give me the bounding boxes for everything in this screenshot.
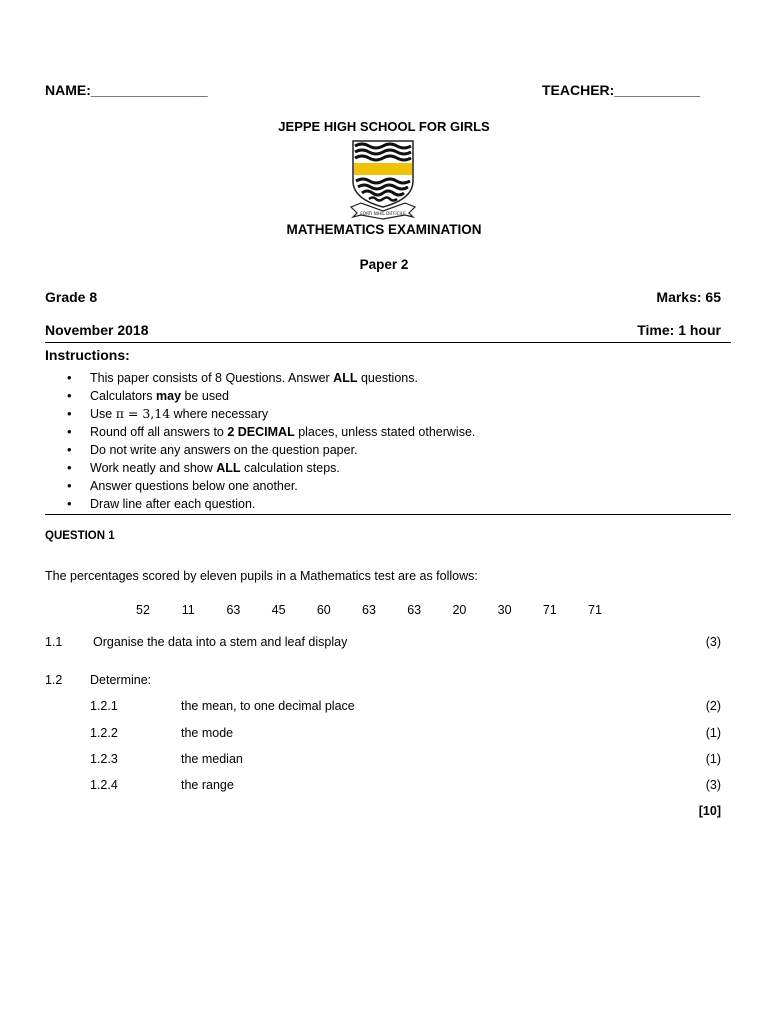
sub-question-number: 1.2.2: [90, 726, 118, 740]
data-value: 71: [542, 603, 557, 617]
instruction-text: Use: [90, 407, 116, 421]
school-crest: [347, 137, 419, 221]
exam-title: MATHEMATICS EXAMINATION: [286, 222, 482, 237]
instruction-math: π = 3,14: [115, 406, 171, 421]
question-1-heading: QUESTION 1: [45, 530, 115, 542]
instruction-emphasis: may: [156, 389, 182, 403]
sub-question-text: the mode: [181, 726, 234, 740]
instruction-item: [45, 387, 475, 405]
q1-1-text: Organise the data into a stem and leaf display: [93, 635, 348, 649]
sub-question-number: 1.2.3: [90, 752, 118, 766]
name-field: NAME:_______________: [45, 82, 208, 98]
school-name: JEPPE HIGH SCHOOL FOR GIRLS: [278, 119, 490, 134]
instructions-title: Instructions:: [45, 347, 130, 363]
instruction-text: be used: [181, 389, 229, 403]
question-1-intro: The percentages scored by eleven pupils in a Mathematics test are as follows:: [45, 569, 478, 583]
instruction-text: Do not write any answers on the question paper.: [90, 443, 358, 457]
instruction-item: [45, 477, 475, 495]
instruction-text: Calculators: [90, 389, 156, 403]
sub-question-text: the median: [181, 752, 243, 766]
instruction-text: places, unless stated otherwise.: [294, 425, 476, 439]
instruction-item: [45, 369, 475, 387]
marks-label: Marks: 65: [656, 289, 721, 305]
crest-shield: [353, 141, 413, 207]
data-value: 20: [452, 603, 467, 617]
sub-question-marks: (1): [705, 726, 721, 740]
sub-question-number: 1.2.4: [90, 778, 118, 792]
q1-2-text: Determine:: [90, 673, 152, 687]
data-value: 52: [136, 603, 150, 617]
data-value: 63: [362, 603, 376, 617]
instruction-text: Round off all answers to: [90, 425, 228, 439]
sub-question-marks: (3): [705, 778, 721, 792]
question-1-total: [10]: [698, 804, 721, 818]
instruction-text: Draw line after each question.: [90, 497, 256, 511]
instruction-text: This paper consists of 8 Questions. Answer: [90, 371, 334, 385]
sub-question-number: 1.2.1: [90, 699, 118, 713]
instruction-text: questions.: [357, 371, 418, 385]
paper-number: Paper 2: [359, 257, 409, 272]
teacher-field: TEACHER:___________: [542, 82, 700, 98]
instruction-item: [45, 495, 475, 513]
instruction-emphasis: ALL: [333, 371, 358, 385]
instruction-emphasis: 2 DECIMAL: [227, 425, 295, 439]
grade-label: Grade 8: [45, 289, 98, 305]
instruction-text: Work neatly and show: [90, 461, 217, 475]
instruction-emphasis: ALL: [216, 461, 241, 475]
data-value: 63: [226, 603, 241, 617]
instruction-item: [45, 423, 475, 441]
exam-date: November 2018: [45, 322, 149, 338]
data-value: 63: [407, 603, 422, 617]
instruction-text: where necessary: [170, 407, 269, 421]
top-divider: [45, 342, 731, 343]
instructions-divider: [45, 514, 731, 515]
instruction-text: calculation steps.: [240, 461, 340, 475]
data-value: 11: [181, 603, 195, 617]
instruction-item: [45, 405, 475, 423]
sub-question-text: the range: [181, 778, 234, 792]
data-value: 30: [497, 603, 512, 617]
crest-motto: FORTI NIHIL DIFFICILE: [360, 211, 406, 216]
data-value: 71: [588, 603, 602, 617]
sub-question-text: the mean, to one decimal place: [181, 699, 355, 713]
time-label: Time: 1 hour: [637, 322, 721, 338]
sub-question-marks: (2): [705, 699, 721, 713]
data-value: 60: [316, 603, 331, 617]
instructions-list: [45, 369, 475, 513]
instruction-item: [45, 459, 475, 477]
q1-2-number: 1.2: [45, 673, 63, 687]
q1-1-marks: (3): [705, 635, 721, 649]
instruction-text: Answer questions below one another.: [90, 479, 298, 493]
data-value: 45: [271, 603, 286, 617]
q1-1-number: 1.1: [45, 635, 63, 649]
instruction-item: [45, 441, 475, 459]
sub-question-marks: (1): [705, 752, 721, 766]
